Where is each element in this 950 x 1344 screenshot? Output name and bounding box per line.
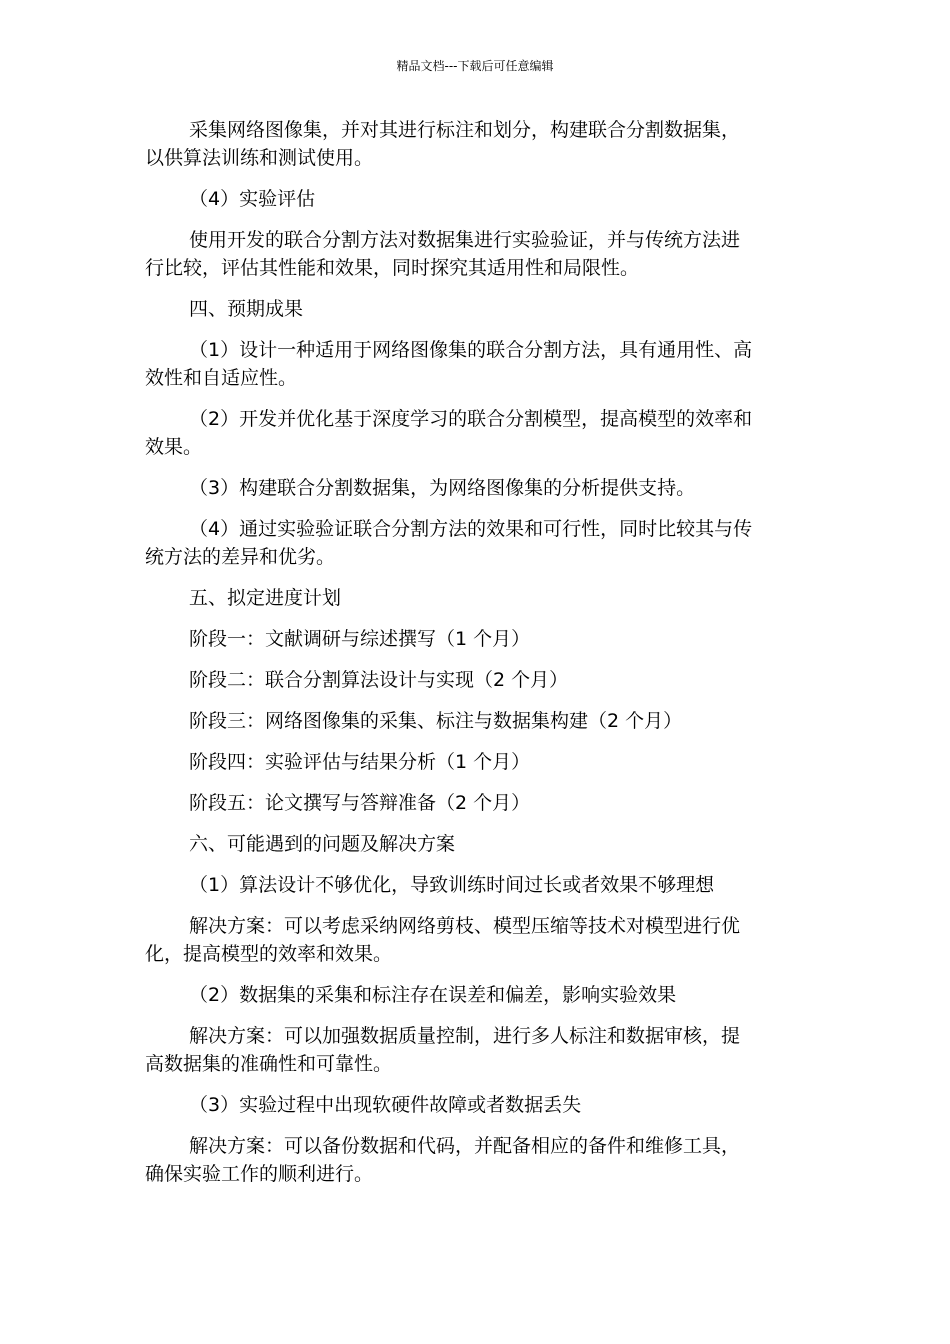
text-line: 以供算法训练和测试使用。 <box>145 147 374 169</box>
text-line: 阶段三：网络图像集的采集、标注与数据集构建（2 个月） <box>189 710 683 732</box>
text-line: 解决方案：可以加强数据质量控制，进行多人标注和数据审核，提 <box>189 1025 741 1047</box>
paragraph <box>145 336 807 392</box>
text-line: 统方法的差异和优劣。 <box>145 546 336 568</box>
text-line: 高数据集的准确性和可靠性。 <box>145 1053 393 1075</box>
schedule-item <box>145 748 807 776</box>
text-line: （2）数据集的采集和标注存在误差和偏差，影响实验效果 <box>189 984 677 1006</box>
text-line: （1）算法设计不够优化，导致训练时间过长或者效果不够理想 <box>189 874 715 896</box>
text-line: （3）构建联合分割数据集，为网络图像集的分析提供支持。 <box>189 477 696 499</box>
text-line: 确保实验工作的顺利进行。 <box>145 1163 374 1185</box>
text-line: 解决方案：可以备份数据和代码，并配备相应的备件和维修工具， <box>189 1135 741 1157</box>
schedule-item <box>145 789 807 817</box>
text-line: 效性和自适应性。 <box>145 367 298 389</box>
text-line: 六、可能遇到的问题及解决方案 <box>189 833 456 855</box>
section-item-heading <box>145 185 807 213</box>
solution-paragraph <box>145 1022 807 1078</box>
text-line: （2）开发并优化基于深度学习的联合分割模型，提高模型的效率和 <box>189 408 753 430</box>
text-line: （4）实验评估 <box>189 188 316 210</box>
text-line: 阶段一：文献调研与综述撰写（1 个月） <box>189 628 531 650</box>
paragraph <box>145 515 807 571</box>
text-line: 化，提高模型的效率和效果。 <box>145 943 393 965</box>
text-line: 解决方案：可以考虑采纳网络剪枝、模型压缩等技术对模型进行优 <box>189 915 741 937</box>
text-line: 阶段五：论文撰写与答辩准备（2 个月） <box>189 792 531 814</box>
section-heading <box>145 584 807 612</box>
text-line: 阶段二：联合分割算法设计与实现（2 个月） <box>189 669 569 691</box>
section-heading <box>145 830 807 858</box>
problem-item <box>145 871 807 899</box>
text-line: （1）设计一种适用于网络图像集的联合分割方法，具有通用性、高 <box>189 339 753 361</box>
page-header: 精品文档---下载后可任意编辑 <box>396 59 554 73</box>
problem-item <box>145 981 807 1009</box>
schedule-item <box>145 707 807 735</box>
solution-paragraph <box>145 912 807 968</box>
text-line: （4）通过实验验证联合分割方法的效果和可行性，同时比较其与传 <box>189 518 753 540</box>
section-heading <box>145 295 807 323</box>
text-line: 阶段四：实验评估与结果分析（1 个月） <box>189 751 531 773</box>
paragraph <box>145 116 807 172</box>
problem-item <box>145 1091 807 1119</box>
paragraph <box>145 405 807 461</box>
paragraph <box>145 226 807 282</box>
solution-paragraph <box>145 1132 807 1188</box>
schedule-item <box>145 625 807 653</box>
text-line: 四、预期成果 <box>189 298 304 320</box>
paragraph <box>145 474 807 502</box>
text-line: 行比较，评估其性能和效果，同时探究其适用性和局限性。 <box>145 257 640 279</box>
text-line: 使用开发的联合分割方法对数据集进行实验验证，并与传统方法进 <box>189 229 741 251</box>
text-line: 五、拟定进度计划 <box>189 587 342 609</box>
text-line: （3）实验过程中出现软硬件故障或者数据丢失 <box>189 1094 582 1116</box>
document-body <box>145 116 807 1188</box>
schedule-item <box>145 666 807 694</box>
text-line: 采集网络图像集，并对其进行标注和划分，构建联合分割数据集， <box>189 119 741 141</box>
text-line: 效果。 <box>145 436 203 458</box>
